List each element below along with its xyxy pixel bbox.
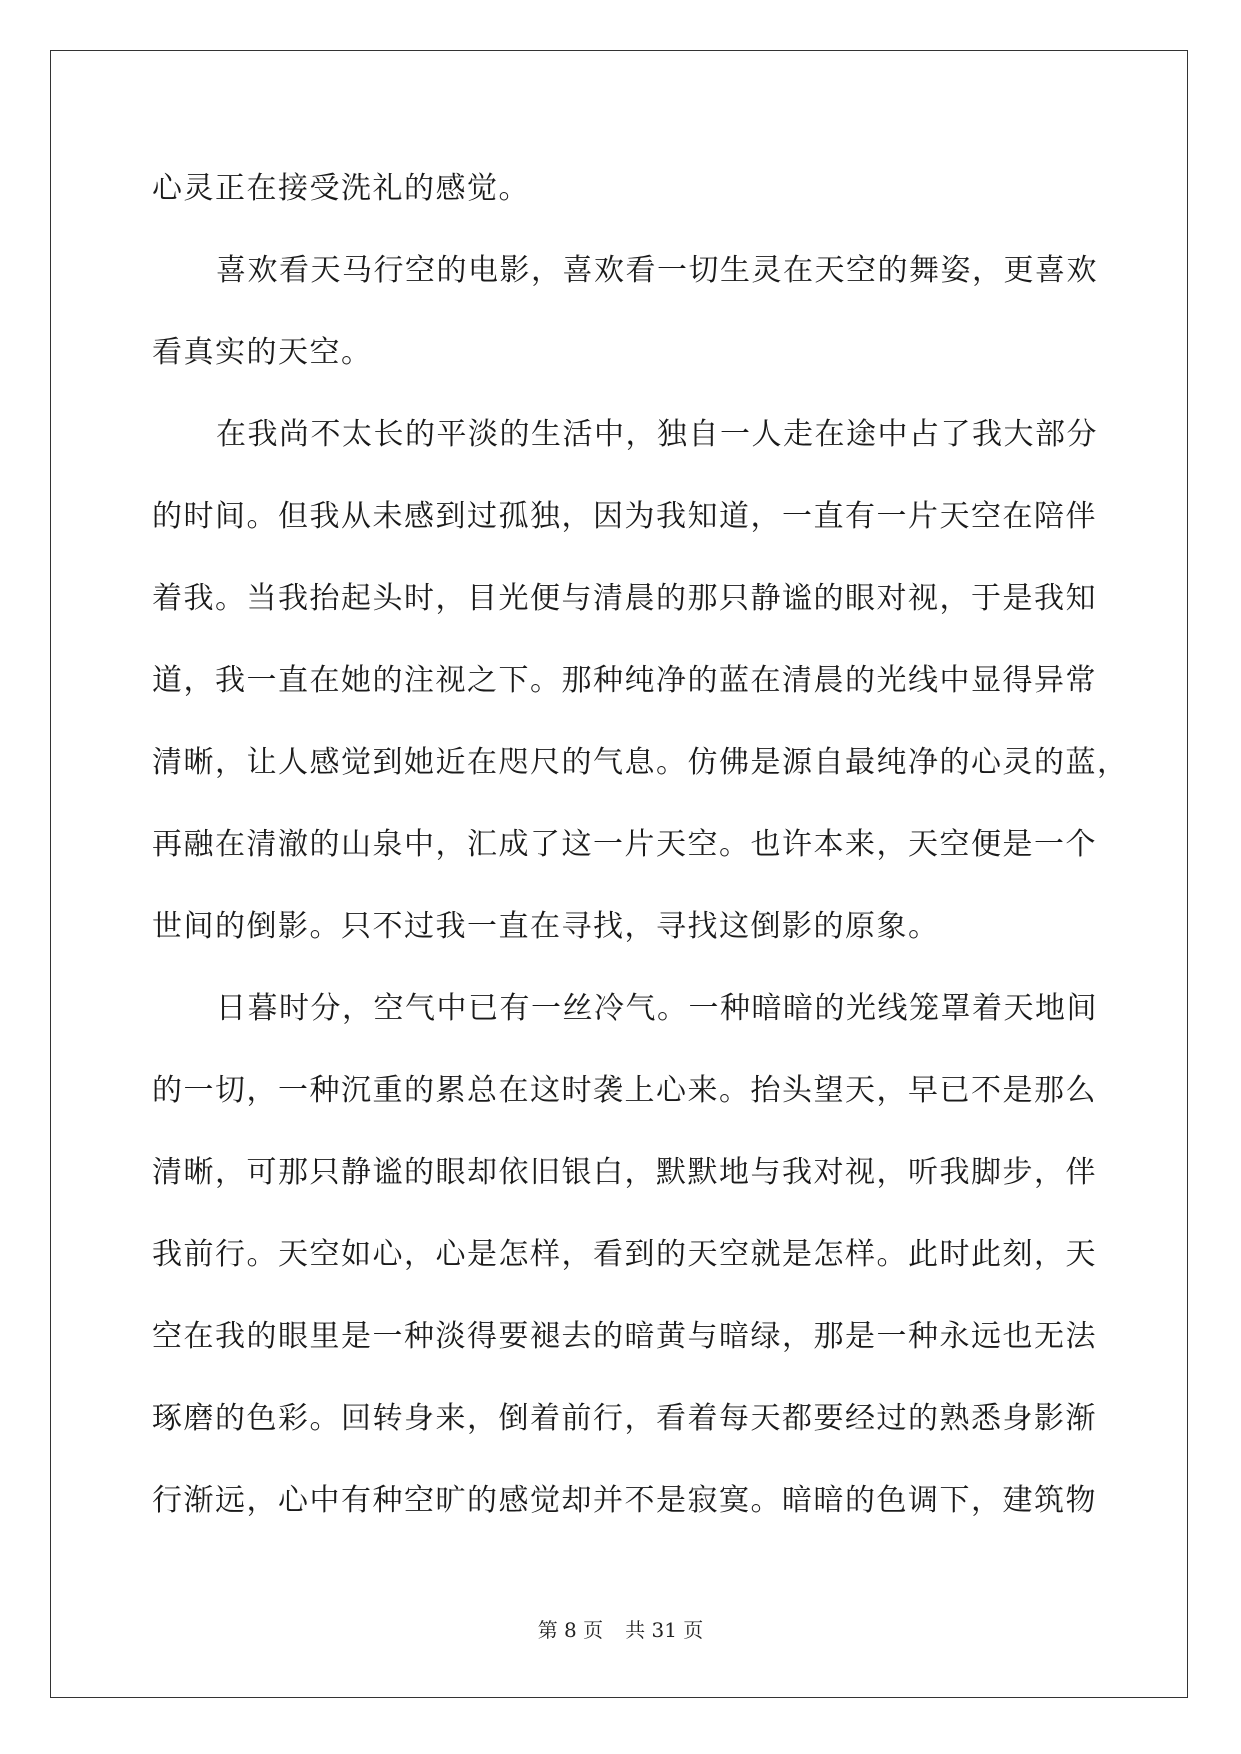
text-line-15: 空在我的眼里是一种淡得要褪去的暗黄与暗绿，那是一种永远也无法	[152, 1319, 1097, 1354]
text-line-7: 道，我一直在她的注视之下。那种纯净的蓝在清晨的光线中显得异常	[152, 663, 1097, 698]
text-line-4: 在我尚不太长的平淡的生活中，独自一人走在途中占了我大部分	[216, 417, 1098, 452]
text-line-6: 着我。当我抬起头时，目光便与清晨的那只静谧的眼对视，于是我知	[152, 581, 1097, 616]
page-total: 共 31 页	[625, 1618, 704, 1642]
text-line-13: 清晰，可那只静谧的眼却依旧银白，默默地与我对视，听我脚步，伴	[152, 1155, 1097, 1190]
text-line-9: 再融在清澈的山泉中，汇成了这一片天空。也许本来，天空便是一个	[152, 827, 1097, 862]
text-line-3: 看真实的天空。	[152, 335, 373, 370]
text-line-17: 行渐远，心中有种空旷的感觉却并不是寂寞。暗暗的色调下，建筑物	[152, 1483, 1097, 1518]
text-line-5: 的时间。但我从未感到过孤独，因为我知道，一直有一片天空在陪伴	[152, 499, 1097, 534]
text-line-11: 日暮时分，空气中已有一丝冷气。一种暗暗的光线笼罩着天地间	[216, 991, 1098, 1026]
text-line-1: 心灵正在接受洗礼的感觉。	[152, 171, 530, 206]
text-line-16: 琢磨的色彩。回转身来，倒着前行，看着每天都要经过的熟悉身影渐	[152, 1401, 1097, 1436]
text-line-10: 世间的倒影。只不过我一直在寻找，寻找这倒影的原象。	[152, 909, 940, 944]
text-line-12: 的一切，一种沉重的累总在这时袭上心来。抬头望天，早已不是那么	[152, 1073, 1097, 1108]
page-number: 第 8 页	[537, 1618, 604, 1642]
text-line-14: 我前行。天空如心，心是怎样，看到的天空就是怎样。此时此刻，天	[152, 1237, 1097, 1272]
document-body	[152, 148, 1129, 1542]
text-line-8: 清晰，让人感觉到她近在咫尺的气息。仿佛是源自最纯净的心灵的蓝，	[152, 745, 1129, 780]
page-footer	[0, 1614, 1241, 1643]
text-line-2: 喜欢看天马行空的电影，喜欢看一切生灵在天空的舞姿，更喜欢	[216, 253, 1098, 288]
